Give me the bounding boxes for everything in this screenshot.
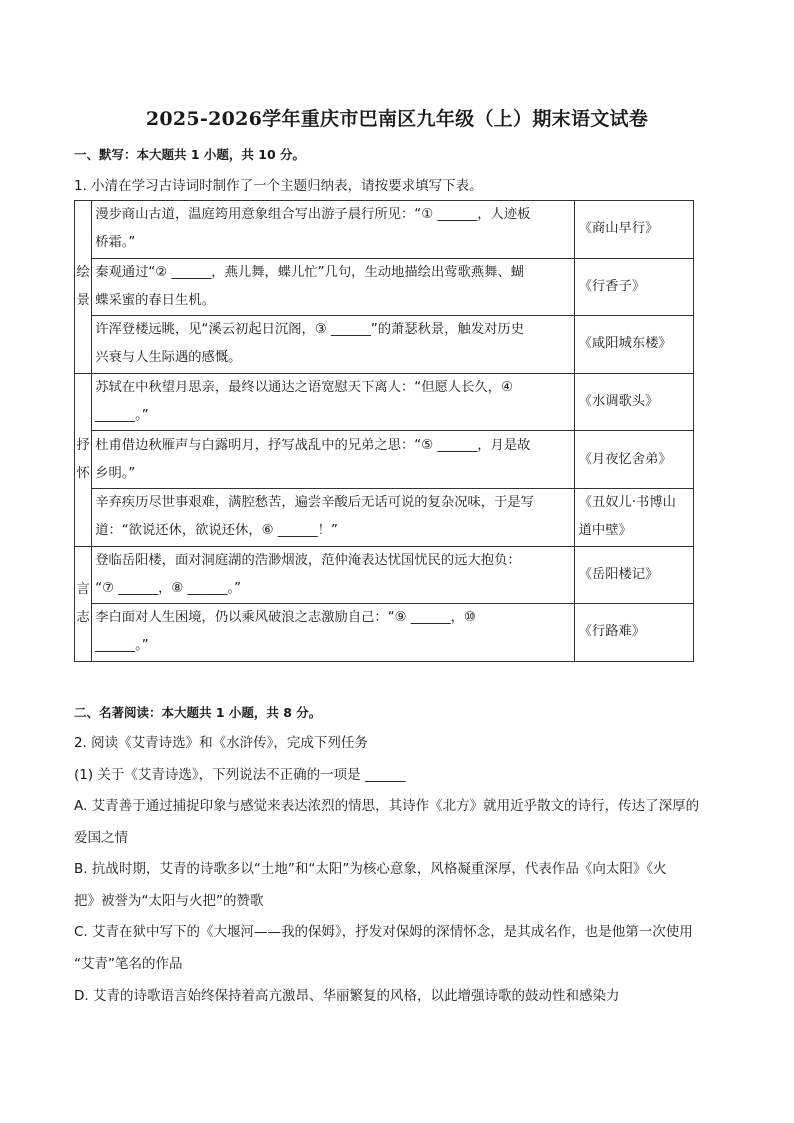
question-2-sub-1: (1) 关于《艾青诗选》，下列说法不正确的一项是 ______ xyxy=(74,767,406,783)
poem-title-cell: 《商山早行》 xyxy=(574,201,693,259)
option-line: 爱国之情 xyxy=(74,830,128,846)
option-line: “艾青”笔名的作品 xyxy=(74,956,183,972)
category-cell-scenery xyxy=(75,201,92,374)
table-row xyxy=(75,546,694,604)
option-d xyxy=(74,980,722,1012)
content-line: 许浑登楼远眺，见“溪云初起日沉阁，③ ______”的萧瑟秋景，触发对历史 xyxy=(95,322,525,338)
content-line: 漫步商山古道，温庭筠用意象组合写出游子晨行所见：“① ______，人迹板 xyxy=(95,207,531,223)
category-char: 言 xyxy=(76,581,90,597)
content-line: 李白面对人生困境，仍以乘风破浪之志激励自己：“⑨ ______，⑩ xyxy=(95,610,476,626)
poem-title-cell: 《行路难》 xyxy=(574,604,693,662)
poem-theme-table xyxy=(74,200,694,662)
content-cell xyxy=(92,201,574,259)
content-cell xyxy=(92,258,574,316)
table-row xyxy=(75,258,694,316)
option-b xyxy=(74,853,722,917)
table-row xyxy=(75,201,694,259)
table-row xyxy=(75,604,694,662)
content-line: 兴衰与人生际遇的感慨。 xyxy=(95,350,242,366)
content-line: 道：“欲说还休，欲说还休，⑥ ______！” xyxy=(95,523,338,539)
content-line: 乡明。” xyxy=(95,465,136,481)
content-line: 桥霜。” xyxy=(95,235,136,251)
category-char: 怀 xyxy=(76,465,90,481)
content-cell xyxy=(92,373,574,431)
poem-title-cell: 《咸阳城东楼》 xyxy=(574,316,693,374)
option-c xyxy=(74,916,722,980)
poem-title-line: 道中壁》 xyxy=(578,523,632,539)
category-char: 志 xyxy=(76,609,90,625)
poem-title-cell: 《岳阳楼记》 xyxy=(574,546,693,604)
poem-title-cell: 《行香子》 xyxy=(574,258,693,316)
table-row xyxy=(75,488,694,546)
option-line: D. 艾青的诗歌语言始终保持着高亢激昂、华丽繁复的风格，以此增强诗歌的鼓动性和感染力 xyxy=(74,988,620,1004)
content-line: ______。” xyxy=(95,408,149,424)
content-line: 杜甫借边秋雁声与白露明月，抒写战乱中的兄弟之思：“⑤ ______，月是故 xyxy=(95,437,531,453)
category-cell-emotion xyxy=(75,373,92,546)
option-line: A. 艾青善于通过捕捉印象与感觉来表达浓烈的情思，其诗作《北方》就用近乎散文的诗行，传达了深厚的 xyxy=(74,798,700,814)
content-cell xyxy=(92,488,574,546)
content-cell xyxy=(92,546,574,604)
content-cell xyxy=(92,604,574,662)
option-line: C. 艾青在狱中写下的《大堰河——我的保姆》，抒发对保姆的深情怀念，是其成名作，也是他第一次使用 xyxy=(74,924,693,940)
table-row xyxy=(75,431,694,489)
category-char: 绘 xyxy=(76,264,90,280)
category-char: 景 xyxy=(76,292,90,308)
table-row xyxy=(75,373,694,431)
poem-title-cell: 《水调歌头》 xyxy=(574,373,693,431)
question-1: 1. 小清在学习古诗词时制作了一个主题归纳表，请按要求填写下表。 xyxy=(74,178,483,194)
question-2: 2. 阅读《艾青诗选》和《水浒传》，完成下列任务 xyxy=(74,735,368,751)
page-title: 2025-2026学年重庆市巴南区九年级（上）期末语文试卷 xyxy=(145,108,649,130)
poem-title-cell xyxy=(574,488,693,546)
section1-heading: 一、默写：本大题共 1 小题，共 10 分。 xyxy=(74,147,306,162)
section2-heading: 二、名著阅读：本大题共 1 小题，共 8 分。 xyxy=(74,705,322,720)
content-line: 辛弃疾历尽世事艰难，满腔愁苦，遍尝辛酸后无话可说的复杂况味，于是写 xyxy=(95,495,534,511)
category-cell-aspiration xyxy=(75,546,92,661)
option-a xyxy=(74,790,722,854)
content-line: 秦观通过“② ______，燕儿舞，蝶儿忙”几句，生动地描绘出莺歌燕舞、蝴 xyxy=(95,264,525,280)
content-cell xyxy=(92,316,574,374)
poem-title-line: 《丑奴儿·书博山 xyxy=(578,495,676,511)
category-char: 抒 xyxy=(76,437,90,453)
content-cell xyxy=(92,431,574,489)
table-row xyxy=(75,316,694,374)
content-line: ______。” xyxy=(95,638,149,654)
content-line: 苏轼在中秋望月思亲，最终以通达之语宽慰天下离人：“但愿人长久，④ xyxy=(95,380,513,396)
poem-title-cell: 《月夜忆舍弟》 xyxy=(574,431,693,489)
content-line: “⑦ ______，⑧ ______。” xyxy=(95,580,241,596)
option-line: 把》被誉为“太阳与火把”的赞歌 xyxy=(74,893,264,909)
content-line: 登临岳阳楼，面对洞庭湖的浩渺烟波，范仲淹表达忧国忧民的远大抱负： xyxy=(95,552,521,568)
option-line: B. 抗战时期，艾青的诗歌多以“土地”和“太阳”为核心意象，风格凝重深厚，代表作品《向太阳》《火 xyxy=(74,861,667,877)
content-line: 蝶采蜜的春日生机。 xyxy=(95,292,215,308)
